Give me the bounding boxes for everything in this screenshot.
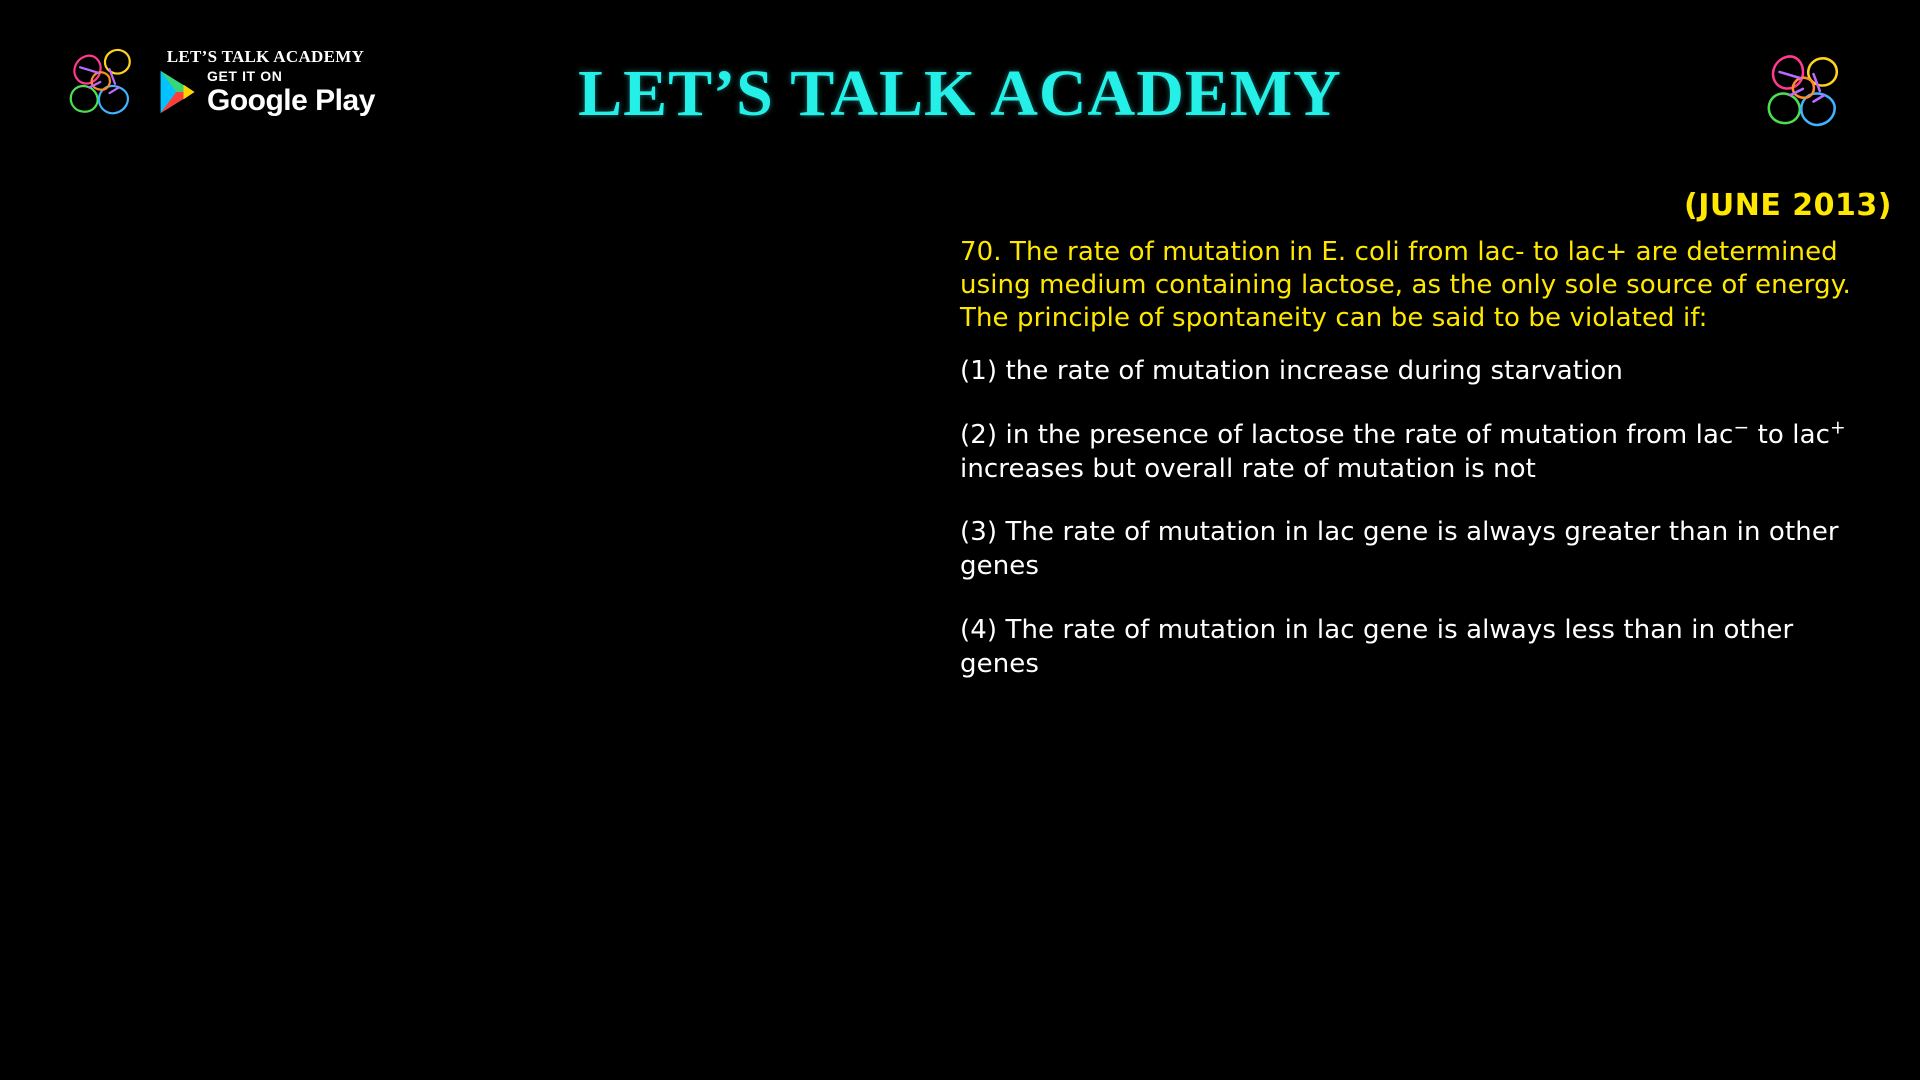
question-text: 70. The rate of mutation in E. coli from lac- to lac+ are determined using medium containing lactose, as the only sole source of energy. The principle of spontaneity can be said to be violated if: [960,237,1851,334]
option-2-after: increases but overall rate of mutation is not [960,453,1536,484]
page-title: LET’S TALK ACADEMY [578,57,1342,130]
exam-date-badge: (JUNE 2013) [1684,188,1892,223]
play-store-name: Google Play [207,83,375,117]
question-answer-block [960,236,1880,682]
option-2-before: (2) in the presence of lactose the rate of mutation from lac [960,419,1734,450]
option-2-middle: to lac [1749,419,1831,450]
page-header [0,0,1920,175]
option-2[interactable] [960,419,1880,487]
option-2-sup-minus: − [1733,417,1750,439]
molecule-icon [1752,38,1858,144]
option-3[interactable]: (3) The rate of mutation in lac gene is always greater than in other genes [960,517,1839,582]
play-get-it-on-label: GET IT ON [207,67,283,84]
option-1[interactable]: (1) the rate of mutation increase during starvation [960,356,1624,387]
options-list [960,355,1880,682]
option-4[interactable]: (4) The rate of mutation in lac gene is always less than in other genes [960,615,1794,679]
option-2-sup-plus: + [1830,417,1846,439]
brand-badge-title: LET’S TALK ACADEMY [166,46,365,66]
